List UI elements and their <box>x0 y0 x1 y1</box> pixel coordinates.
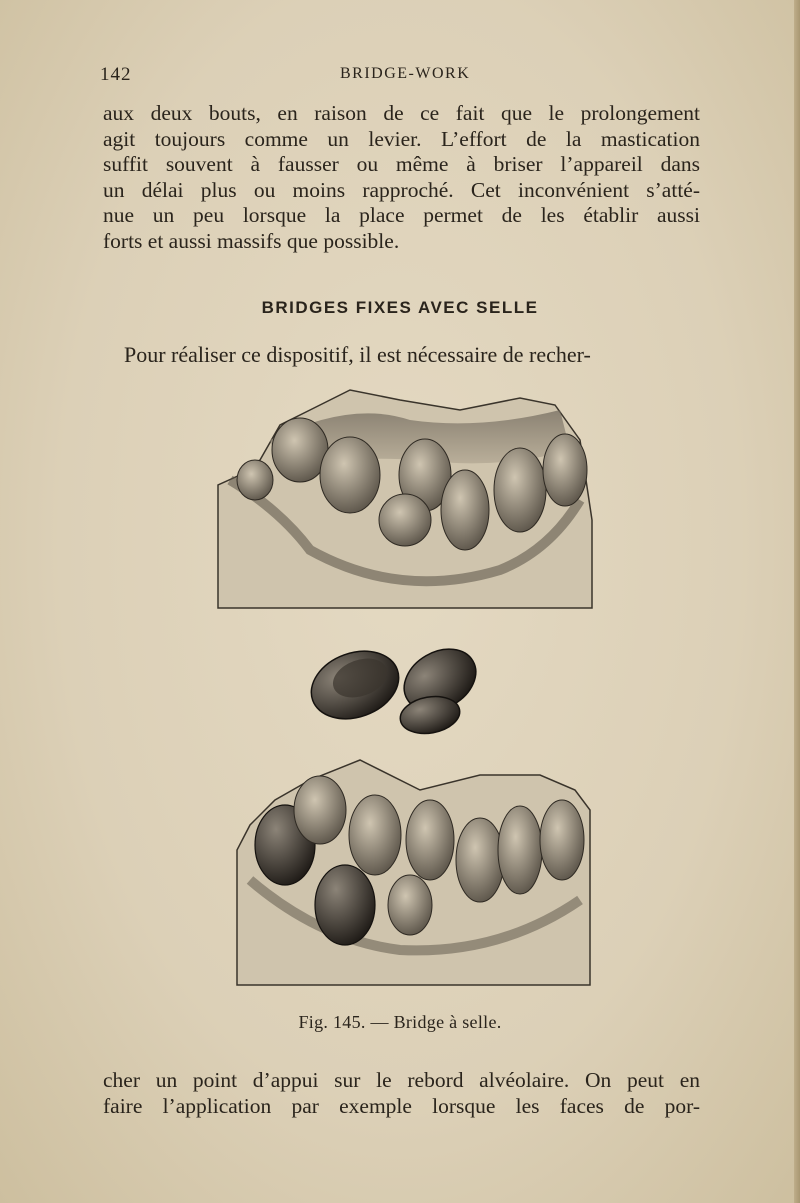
text-line: un délai plus ou moins rapproché. Cet inconvénient s’atté- <box>103 177 700 202</box>
text-line: aux deux bouts, en raison de ce fait que le prolongement <box>103 101 700 125</box>
paragraph-3 <box>103 1068 700 1119</box>
figure-illustration <box>200 380 610 1000</box>
paragraph-1 <box>103 101 700 254</box>
text-line: forts et aussi massifs que possible. <box>103 228 400 253</box>
bridge-crowns <box>302 637 487 738</box>
running-title: BRIDGE-WORK <box>340 65 471 82</box>
figure-caption: Fig. 145. — Bridge à selle. <box>298 1012 502 1032</box>
text-line: nue un peu lorsque la place permet de les établir aussi <box>103 203 700 227</box>
running-head <box>100 64 700 88</box>
text-line: suffit souvent à fausser ou même à briser l’appareil dans <box>103 152 700 176</box>
lower-dental-model <box>237 760 590 985</box>
text-line: cher un point d’appui sur le rebord alvéolaire. On peut en <box>103 1068 700 1092</box>
page-number: 142 <box>100 64 132 85</box>
text-line: faire l’application par exemple lorsque les faces de por- <box>103 1093 700 1118</box>
text-line: agit toujours comme un levier. L’effort de la mastication <box>103 126 700 151</box>
text-line: Pour réaliser ce dispositif, il est nécessaire de recher- <box>124 342 591 367</box>
paragraph-2 <box>124 342 714 368</box>
section-heading: BRIDGES FIXES AVEC SELLE <box>261 298 539 317</box>
upper-dental-model <box>218 390 592 608</box>
dental-models-drawing <box>200 380 610 1000</box>
